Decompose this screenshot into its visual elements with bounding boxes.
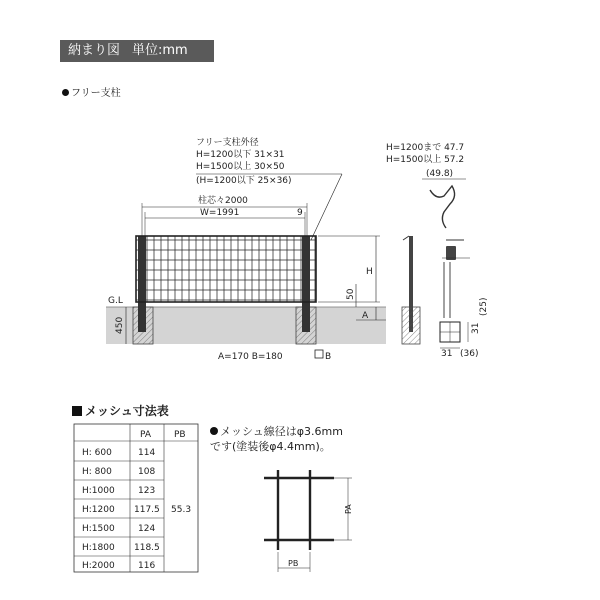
table-row-pa: 108	[138, 467, 156, 477]
bullet-icon	[210, 427, 218, 435]
side-foundation	[402, 307, 420, 344]
table-row-h: H:1800	[82, 543, 115, 553]
post-line1: H=1200以下 31×31	[196, 150, 285, 160]
side-36-label: (36)	[460, 349, 479, 359]
table-row-pa: 116	[138, 561, 156, 571]
table-row-pa: 124	[138, 524, 156, 534]
post-outer-label: フリー支柱外径	[196, 138, 259, 148]
table-pb-value: 55.3	[171, 505, 192, 515]
side-498: (49.8)	[426, 169, 454, 179]
side-31b-label: 31	[441, 349, 453, 359]
side-25-label: (25)	[479, 297, 489, 316]
note-line2: です(塗装後φ4.4mm)。	[210, 440, 331, 453]
side-clip	[430, 186, 455, 228]
gl-label: G.L	[108, 296, 123, 306]
ab-label: A=170 B=180	[218, 352, 283, 362]
nine-label: 9	[297, 208, 303, 218]
header-unit: 単位:mm	[132, 43, 188, 58]
mesh-panel	[136, 236, 316, 302]
post-line3: (H=1200以下 25×36)	[196, 176, 292, 186]
mesh-table-title-text: メッシュ寸法表	[85, 404, 169, 418]
header-title: 納まり図	[68, 43, 121, 58]
table-row-pa: 117.5	[134, 505, 160, 515]
table-col-pb: PB	[174, 430, 186, 440]
table-row-pa: 123	[138, 486, 156, 496]
subtitle-text: フリー支柱	[71, 88, 121, 99]
side-31-label: 31	[471, 322, 481, 334]
table-row-h: H:1200	[82, 505, 115, 515]
table-row-h: H:1000	[82, 486, 115, 496]
table-row-pa: 114	[138, 448, 156, 458]
note-line1: メッシュ線径はφ3.6mm	[220, 425, 343, 438]
side-bracket	[403, 236, 409, 240]
h-label: H	[366, 267, 373, 277]
table-row-h: H:1500	[82, 524, 115, 534]
b-square-marker	[315, 350, 323, 358]
fifty-label: 50	[346, 288, 356, 300]
table-row-h: H: 800	[82, 467, 112, 477]
a-label: A	[362, 311, 369, 321]
pitch-label: 柱芯々2000	[198, 196, 248, 206]
mesh-pb-label: PB	[288, 559, 299, 568]
side-line2: H=1500以上 57.2	[386, 155, 465, 165]
mesh-pa-label: PA	[344, 504, 353, 514]
b-label: B	[325, 352, 332, 362]
table-col-pa: PA	[140, 430, 152, 440]
mesh-table-title	[72, 402, 169, 419]
width-label: W=1991	[200, 208, 240, 218]
table-row-pa: 118.5	[134, 543, 160, 553]
mesh-detail	[264, 470, 352, 572]
four-fifty-label: 450	[115, 316, 125, 334]
mesh-note	[210, 424, 343, 454]
square-bullet-icon	[72, 406, 82, 416]
table-row-h: H: 600	[82, 448, 112, 458]
table-row-h: H:2000	[82, 561, 115, 571]
callout-leader	[311, 174, 342, 240]
post-line2: H=1500以上 30×50	[196, 162, 285, 172]
side-line1: H=1200まで 47.7	[386, 143, 465, 153]
